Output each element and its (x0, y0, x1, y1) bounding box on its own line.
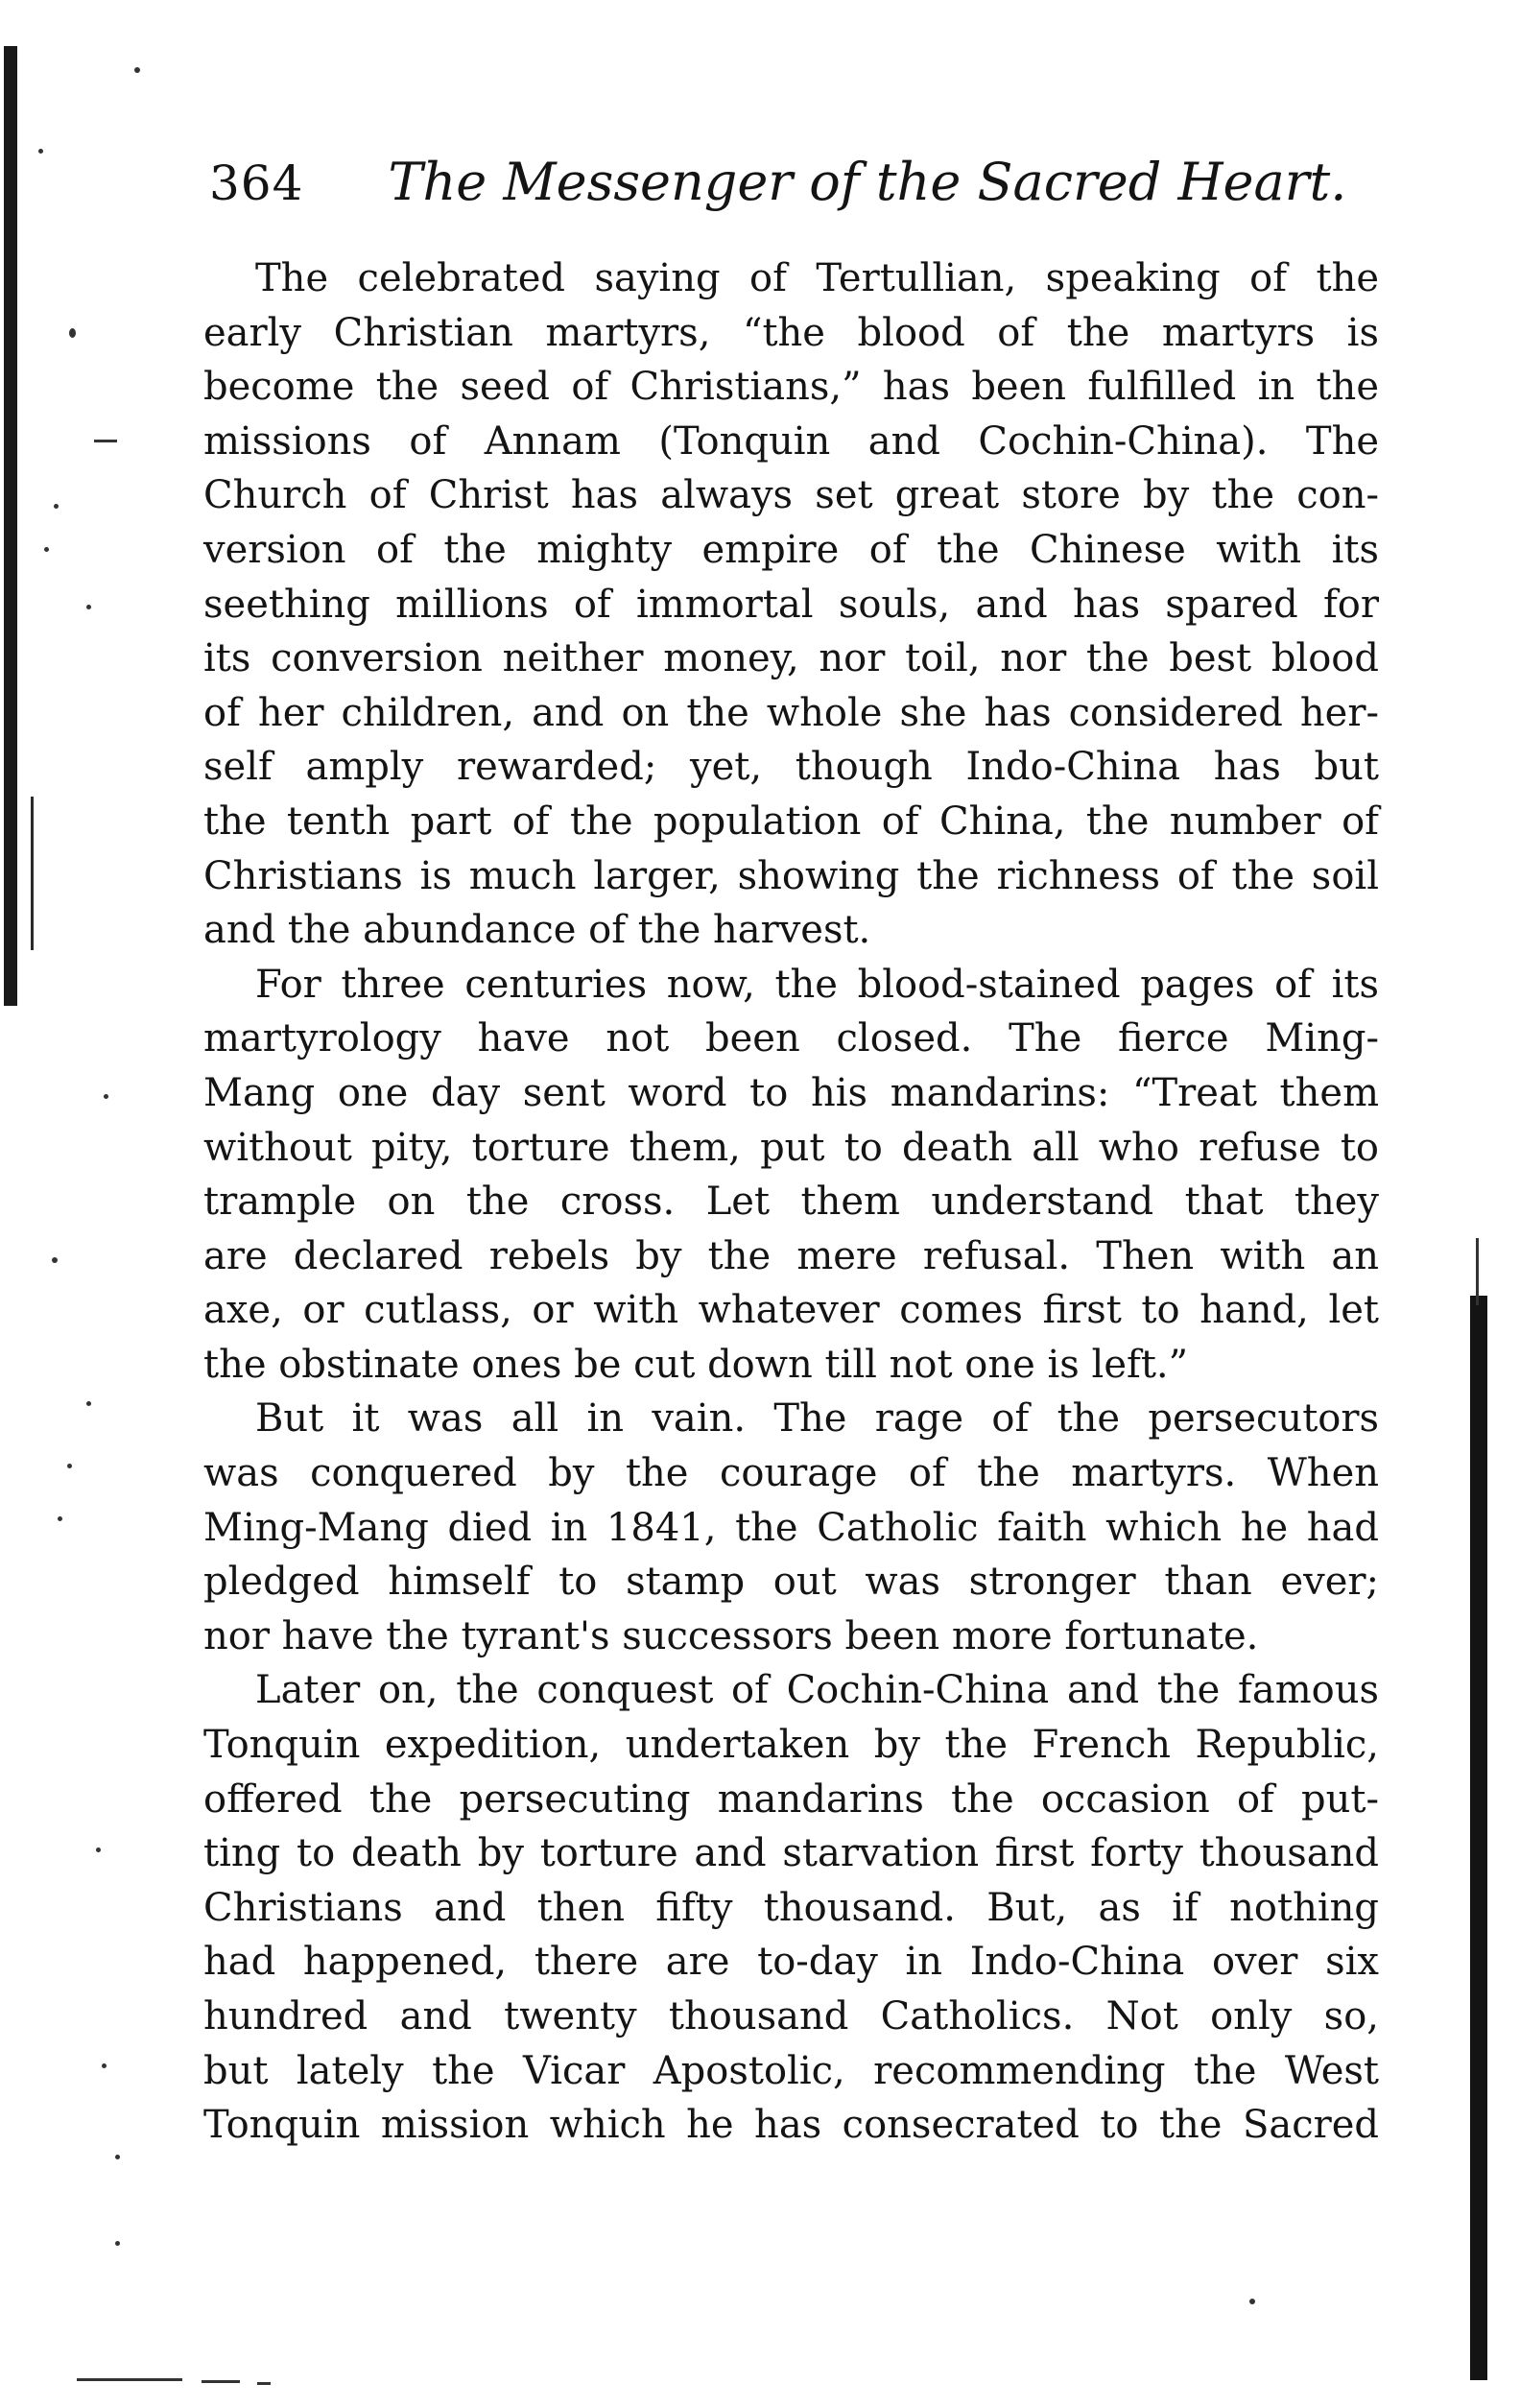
scan-speck (96, 1848, 101, 1852)
paragraph (203, 251, 1379, 958)
text-line: self amply rewarded; yet, though Indo-China has but (203, 745, 1379, 790)
text-line: without pity, torture them, put to death all who refuse to (203, 1125, 1379, 1170)
scan-speck (54, 504, 59, 509)
paragraph (203, 1392, 1379, 1663)
scan-speck (102, 2063, 107, 2068)
text-line: martyrology have not been closed. The fierce Ming- (203, 1016, 1379, 1061)
scan-speck (104, 1094, 108, 1099)
text-line: axe, or cutlass, or with whatever comes first to hand, let (203, 1288, 1379, 1333)
text-line: was conquered by the courage of the martyrs. When (203, 1451, 1379, 1496)
scan-edge-left (4, 46, 17, 1006)
paragraph (203, 1663, 1379, 2152)
text-line: offered the persecuting mandarins the occasion of put- (203, 1776, 1379, 1822)
text-line: the tenth part of the population of China, the number of (203, 799, 1379, 844)
text-line: Church of Christ has always set great store by the con- (203, 473, 1379, 518)
text-line: but lately the Vicar Apostolic, recommending the West (203, 2048, 1379, 2093)
text-line: early Christian martyrs, “the blood of the martyrs is (203, 310, 1379, 355)
text-line: Tonquin expedition, undertaken by the French Republic, (203, 1723, 1379, 1768)
text-line: version of the mighty empire of the Chinese with its (203, 527, 1379, 572)
scan-speck (67, 1464, 72, 1468)
text-line: nor have the tyrant's successors been more fortunate. (203, 1613, 1259, 1658)
text-line: For three centuries now, the blood-stained pages of its (255, 962, 1379, 1007)
scan-speck (69, 328, 76, 338)
text-line: ting to death by torture and starvation first forty thousand (203, 1831, 1379, 1876)
text-line: its conversion neither money, nor toil, nor the best blood (203, 636, 1379, 681)
text-line: Christians is much larger, showing the richness of the soil (203, 853, 1379, 898)
running-header (209, 152, 1380, 228)
scan-speck (134, 67, 140, 73)
scan-mark-left (31, 797, 34, 950)
scan-speck (115, 2155, 120, 2159)
text-line: and the abundance of the harvest. (203, 908, 871, 953)
text-line: Christians and then fifty thousand. But, as if nothing (203, 1885, 1379, 1930)
text-line: are declared rebels by the mere refusal. Then with an (203, 1233, 1379, 1278)
text-line: Tonquin mission which he has consecrated to the Sacred (203, 2103, 1379, 2148)
text-line: trample on the cross. Let them understand that they (203, 1180, 1379, 1225)
text-line: seething millions of immortal souls, and has spared for (203, 582, 1379, 627)
text-line: pledged himself to stamp out was stronger than ever; (203, 1560, 1379, 1605)
text-line: Ming-Mang died in 1841, the Catholic faith which he had (203, 1505, 1379, 1550)
scan-edge-right (1470, 1296, 1487, 2380)
scan-speck (86, 1401, 91, 1406)
text-line: But it was all in vain. The rage of the persecutors (255, 1396, 1379, 1442)
body-text (203, 251, 1379, 2153)
page-number: 364 (209, 155, 304, 211)
text-line: become the seed of Christians,” has been fulfilled in the (203, 365, 1379, 410)
text-line: The celebrated saying of Tertullian, speaking of the (255, 256, 1379, 300)
scan-speck (52, 1257, 58, 1263)
scan-speck (1249, 2299, 1255, 2304)
scan-speck (257, 2382, 271, 2385)
text-line: Later on, the conquest of Cochin-China and the famous (255, 1668, 1379, 1713)
scan-speck (77, 2378, 182, 2381)
scan-speck (115, 2241, 120, 2246)
scan-mark-right (1476, 1238, 1479, 1305)
text-line: had happened, there are to-day in Indo-China over six (203, 1940, 1379, 1985)
text-line: hundred and twenty thousand Catholics. Not only so, (203, 1994, 1379, 2038)
text-line: of her children, and on the whole she has considered her- (203, 690, 1379, 735)
scan-speck (202, 2380, 240, 2383)
paragraph (203, 958, 1379, 1393)
running-title: The Messenger of the Sacred Heart. (388, 152, 1347, 212)
text-line: Mang one day sent word to his mandarins: “Treat them (203, 1070, 1379, 1115)
scan-speck (86, 605, 91, 609)
scan-speck (38, 149, 43, 154)
scan-speck (94, 440, 117, 442)
text-line: the obstinate ones be cut down till not one is left.” (203, 1342, 1189, 1387)
scan-speck (58, 1516, 62, 1521)
scan-speck (44, 547, 49, 552)
text-line: missions of Annam (Tonquin and Cochin-China). The (203, 418, 1379, 464)
